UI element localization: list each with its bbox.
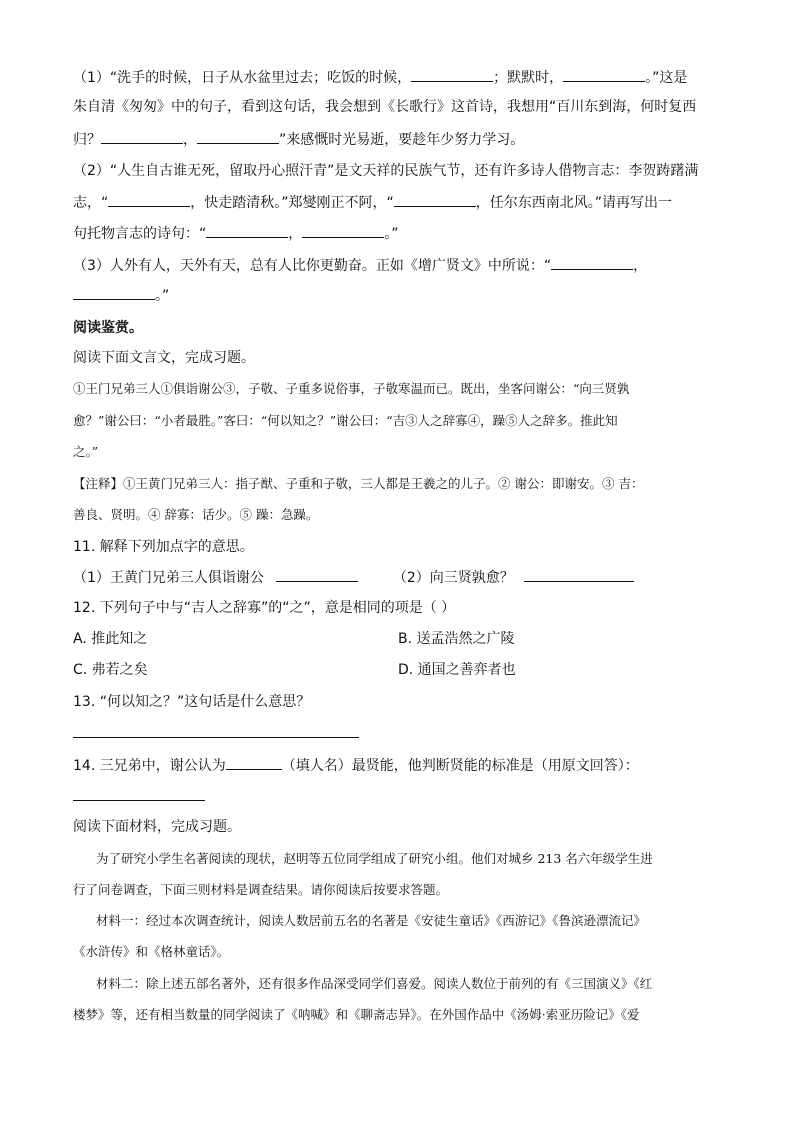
question-13: 13. “何以知之？”这句话是什么意思？ [73,694,311,710]
answer-blank[interactable] [197,129,279,144]
q2-line3 [73,223,399,244]
q3-l1-b: ， [633,258,648,274]
q11-item-2: （2）向三贤孰愈？ [392,570,514,586]
q1-text-b: ；默默时， [493,70,564,86]
option-c[interactable]: C. 弗若之矣 [73,662,148,678]
answer-blank[interactable] [551,255,633,270]
question-11: 11. 解释下列加点字的意思。 [73,539,254,555]
answer-blank[interactable] [302,223,384,238]
answer-blank[interactable] [411,67,493,82]
answer-line[interactable] [73,737,359,738]
q2-l2-c: ，任尔东西南北风。”请再写出一 [475,195,673,211]
q2-l3-b: ， [288,226,303,242]
passage-line: 之。” [73,444,99,459]
q1-l3-c: ”来感慨时光易逝，要趁年少努力学习。 [279,132,525,148]
q14-text-a: 14. 三兄弟中，谢公认为 [73,758,226,774]
q1-text-a: （1）“洗手的时候，日子从水盆里过去；吃饭的时候， [73,70,412,86]
material-paragraph: 行了问卷调查，下面三则材料是调查结果。请你阅读后按要求答题。 [73,882,449,897]
answer-blank[interactable] [108,192,190,207]
material-one: 《水浒传》和《格林童话》。 [73,944,230,959]
question-12: 12. 下列句子中与“吉人之辞寡”的“之”，意是相同的项是（ ） [73,600,456,616]
q3-line1 [73,255,647,276]
q1-text-c: 。”这是 [645,70,688,86]
q2-line2 [73,192,672,213]
material-one: 材料一：经过本次调查统计，阅读人数居前五名的名著是《安徒生童话》《西游记》《鲁滨逊漂流记》 [96,913,647,928]
q2-line1: （2）“人生自古谁无死，留取丹心照汗青”是文天祥的民族气节，还有许多诗人借物言志：李贺踌躇满 [73,163,699,179]
q2-l3-a: 句托物言志的诗句：“ [73,226,207,242]
option-b[interactable]: B. 送孟浩然之广陵 [398,631,515,647]
answer-blank[interactable] [563,67,645,82]
option-d[interactable]: D. 通国之善弈者也 [398,662,516,678]
q1-line1 [73,67,687,88]
answer-blank[interactable] [73,285,155,300]
answer-blank[interactable] [394,192,476,207]
q3-l1-a: （3）人外有人，天外有天，总有人比你更勤奋。正如《增广贤文》中所说：“ [73,258,552,274]
note-line: 【注释】①王黄门兄弟三人：指子猷、子重和子敬，三人都是王羲之的儿子。② 谢公：即谢安。③ 吉： [73,476,644,491]
q1-line3 [73,129,524,150]
q1-l3-b: ， [183,132,197,148]
answer-blank[interactable] [226,755,282,770]
option-a[interactable]: A. 推此知之 [73,631,148,647]
q2-l2-b: ，快走踏清秋。”郑燮刚正不阿，“ [190,195,394,211]
instruction: 阅读下面文言文，完成习题。 [73,350,255,366]
material-two: 材料二：除上述五部名著外，还有很多作品深受同学们喜爱。阅读人数位于前列的有《三国演义》《红 [96,976,653,991]
passage-line: ①王门兄弟三人①俱诣谢公③，子敬、子重多说俗事，子敬寒温而已。既出，坐客问谢公：“向三贤孰 [73,381,630,396]
note-line: 善良、贤明。④ 辞寡：话少。⑤ 躁：急躁。 [73,507,319,522]
q3-line2 [73,285,169,306]
material-two: 楼梦》等，还有相当数量的同学阅读了《呐喊》和《聊斋志异》。在外国作品中《汤姆·索亚历险记》《爱 [73,1007,640,1022]
answer-blank[interactable] [276,567,358,582]
answer-blank[interactable] [101,129,183,144]
q3-l2-b: 。” [155,288,170,304]
q2-l2-a: 志，“ [73,195,109,211]
q14-text-b: （填人名）最贤能，他判断贤能的标准是（用原文回答）： [281,758,639,774]
instruction: 阅读下面材料，完成习题。 [73,819,241,835]
q1-line2: 朱自清《匆匆》中的句子，看到这句话，我会想到《长歌行》这首诗，我想用“百川东到海，何时复西 [73,99,697,115]
passage-line: 愈？”谢公曰：“小者最胜。”客曰：“何以知之？”谢公曰：“吉③人之辞寡④，躁⑤人之辞多。推此知 [73,413,618,428]
q1-l3-a: 归？ [73,132,101,148]
material-paragraph: 为了研究小学生名著阅读的现状，赵明等五位同学组成了研究小组。他们对城乡 213 名六年级学生进 [96,851,653,866]
question-11-items [73,567,634,588]
section-heading: 阅读鉴赏。 [73,320,143,336]
q2-l3-c: 。” [384,226,399,242]
answer-blank[interactable] [206,223,288,238]
question-14 [73,755,639,776]
answer-line[interactable] [73,800,205,801]
q11-item-1: （1）王黄门兄弟三人俱诣谢公 [73,570,264,586]
answer-blank[interactable] [524,567,634,582]
